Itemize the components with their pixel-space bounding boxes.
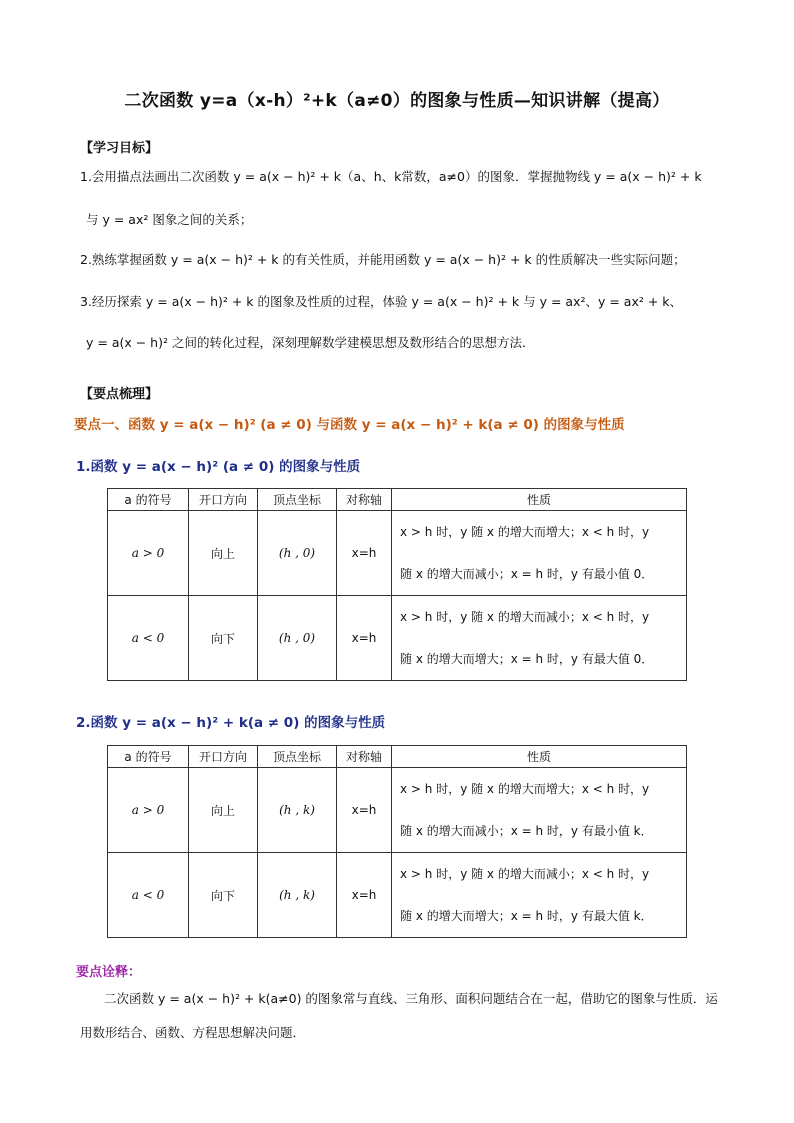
cell-open: 向下: [189, 596, 258, 681]
cell-axis: x=h: [337, 596, 392, 681]
header-open: 开口方向: [189, 746, 258, 768]
goal-line-4: 3.经历探索 y = a(x − h)² + k 的图象及性质的过程，体验 y = a(x − h)² + k 与 y = ax²、y = ax² + k、: [80, 294, 683, 309]
cell-vertex: (h , 0): [258, 511, 337, 596]
cell-sign: a > 0: [108, 511, 189, 596]
cell-sign: a < 0: [108, 596, 189, 681]
property-line: 随 x 的增大而减小；x = h 时，y 有最小值 0．: [400, 567, 654, 581]
notes-heading: 要点诠释：: [76, 965, 142, 980]
table-2: [107, 745, 687, 938]
sub1-heading: 1.函数 y = a(x − h)² (a ≠ 0) 的图象与性质: [76, 459, 361, 475]
goal-line-5: y = a(x − h)² 之间的转化过程，深刻理解数学建模思想及数形结合的思想方法．: [86, 335, 535, 350]
property-line: x > h 时，y 随 x 的增大而增大；x < h 时，y: [400, 525, 650, 539]
cell-open: 向上: [189, 768, 258, 853]
notes-paragraph: 二次函数 y = a(x − h)² + k(a≠0) 的图象常与直线、三角形、面积问题结合在一起，借助它的图象与性质．运用数形结合、函数、方程思想解决问题．: [80, 991, 718, 1040]
header-axis: 对称轴: [337, 489, 392, 511]
cell-properties: [392, 853, 687, 938]
table-header-row: [108, 746, 687, 768]
header-sign: a 的符号: [108, 746, 189, 768]
table-1: [107, 488, 687, 681]
page-title: 二次函数 y=a（x-h）²+k（a≠0）的图象与性质—知识讲解（提高）: [124, 91, 670, 111]
property-line: x > h 时，y 随 x 的增大而减小；x < h 时，y: [400, 867, 650, 881]
header-properties: 性质: [392, 489, 687, 511]
table-header-row: [108, 489, 687, 511]
header-axis: 对称轴: [337, 746, 392, 768]
property-line: 随 x 的增大而增大；x = h 时，y 有最大值 0．: [400, 652, 654, 666]
header-properties: 性质: [392, 746, 687, 768]
cell-sign: a > 0: [108, 768, 189, 853]
cell-properties: [392, 596, 687, 681]
cell-open: 向上: [189, 511, 258, 596]
cell-sign: a < 0: [108, 853, 189, 938]
property-line: 随 x 的增大而减小；x = h 时，y 有最小值 k．: [400, 824, 653, 838]
cell-properties: [392, 511, 687, 596]
cell-vertex: (h , 0): [258, 596, 337, 681]
property-line: x > h 时，y 随 x 的增大而增大；x < h 时，y: [400, 782, 650, 796]
goal-line-1: 1.会用描点法画出二次函数 y = a(x − h)² + k（a、h、k常数，a≠0）的图象．掌握抛物线 y = a(x − h)² + k: [80, 169, 702, 184]
cell-axis: x=h: [337, 768, 392, 853]
header-sign: a 的符号: [108, 489, 189, 511]
cell-axis: x=h: [337, 853, 392, 938]
property-line: 随 x 的增大而增大；x = h 时，y 有最大值 k．: [400, 909, 653, 923]
goal-line-2: 与 y = ax² 图象之间的关系；: [86, 212, 253, 227]
header-vertex: 顶点坐标: [258, 489, 337, 511]
table-row: [108, 511, 687, 596]
header-open: 开口方向: [189, 489, 258, 511]
key-points-tag: 【要点梳理】: [80, 387, 159, 402]
table-row: [108, 768, 687, 853]
cell-vertex: (h , k): [258, 853, 337, 938]
sub2-heading: 2.函数 y = a(x − h)² + k(a ≠ 0) 的图象与性质: [76, 715, 386, 731]
learning-goals-tag: 【学习目标】: [80, 141, 159, 156]
cell-open: 向下: [189, 853, 258, 938]
header-vertex: 顶点坐标: [258, 746, 337, 768]
section1-heading: 要点一、函数 y = a(x − h)² (a ≠ 0) 与函数 y = a(x − h)² + k(a ≠ 0) 的图象与性质: [74, 417, 625, 433]
cell-properties: [392, 768, 687, 853]
property-line: x > h 时，y 随 x 的增大而减小；x < h 时，y: [400, 610, 650, 624]
cell-axis: x=h: [337, 511, 392, 596]
goal-line-3: 2.熟练掌握函数 y = a(x − h)² + k 的有关性质，并能用函数 y = a(x − h)² + k 的性质解决一些实际问题；: [80, 252, 686, 267]
cell-vertex: (h , k): [258, 768, 337, 853]
table-row: [108, 596, 687, 681]
table-row: [108, 853, 687, 938]
